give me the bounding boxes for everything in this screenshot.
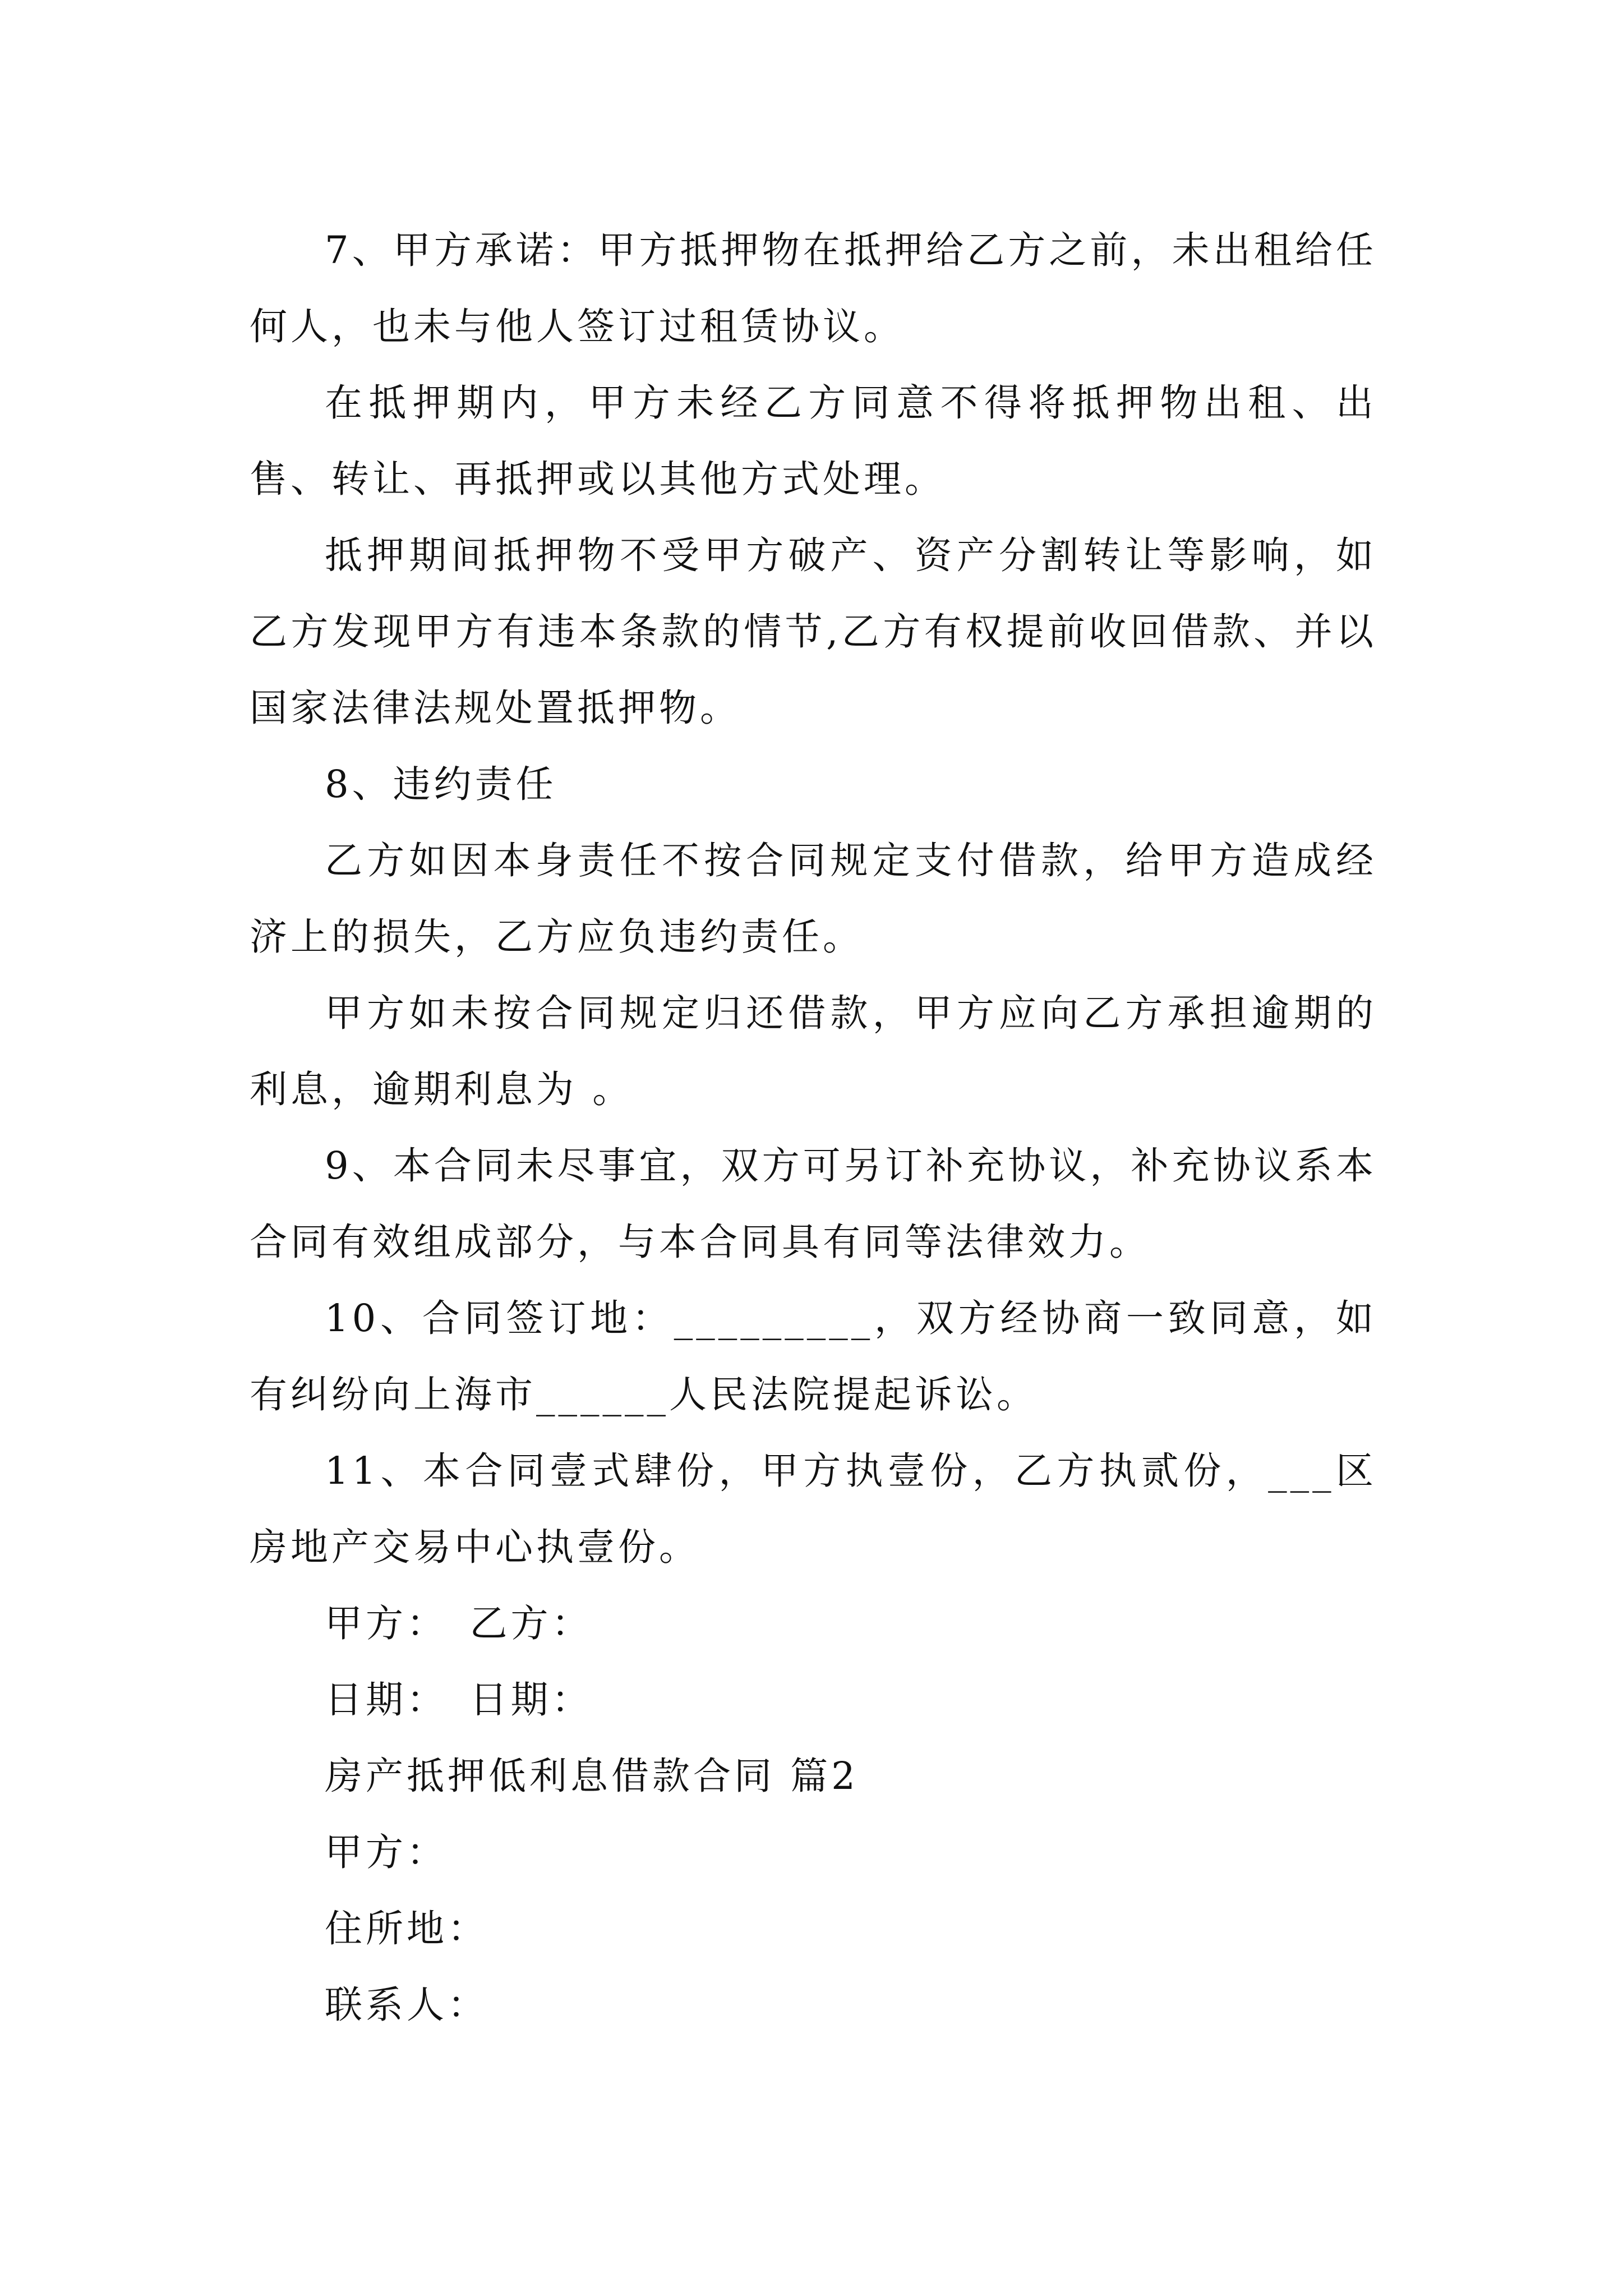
- contract-2-contact: 联系人：: [325, 1983, 488, 2027]
- contract-2-party-a: 甲方：: [325, 1830, 448, 1874]
- clause-7-mortgage-period: 在抵押期内，甲方未经乙方同意不得将抵押物出租、出售、转让、再抵押或以其他方式处理。: [250, 381, 1377, 501]
- clause-7-bankruptcy: 抵押期间抵押物不受甲方破产、资产分割转让等影响，如乙方发现甲方有违本条款的情节,乙方有权提前收回借款、并以国家法律法规处置抵押物。: [250, 533, 1377, 730]
- clause-11-copies: 11、本合同壹式肆份，甲方执壹份，乙方执贰份，___区房地产交易中心执壹份。: [250, 1449, 1377, 1569]
- signature-parties: 甲方： 乙方：: [325, 1602, 593, 1645]
- contract-2-title: 房产抵押低利息借款合同 篇2: [325, 1754, 859, 1798]
- clause-9-supplement: 9、本合同未尽事宜，双方可另订补充协议，补充协议系本合同有效组成部分，与本合同具有同等法律效力。: [250, 1144, 1377, 1264]
- clause-10-jurisdiction: 10、合同签订地：_________，双方经协商一致同意，如有纠纷向上海市______人民法院提起诉讼。: [250, 1296, 1377, 1416]
- clause-8-heading: 8、违约责任: [325, 762, 557, 806]
- document-body: [250, 212, 1377, 2043]
- contract-2-address: 住所地：: [325, 1907, 488, 1950]
- signature-dates: 日期： 日期：: [325, 1678, 593, 1722]
- clause-8-party-a-liability: 甲方如未按合同规定归还借款，甲方应向乙方承担逾期的利息，逾期利息为 。: [250, 991, 1377, 1111]
- clause-8-party-b-liability: 乙方如因本身责任不按合同规定支付借款，给甲方造成经济上的损失，乙方应负违约责任。: [250, 839, 1377, 959]
- clause-7-promise: 7、甲方承诺：甲方抵押物在抵押给乙方之前，未出租给任何人，也未与他人签订过租赁协议。: [250, 228, 1377, 348]
